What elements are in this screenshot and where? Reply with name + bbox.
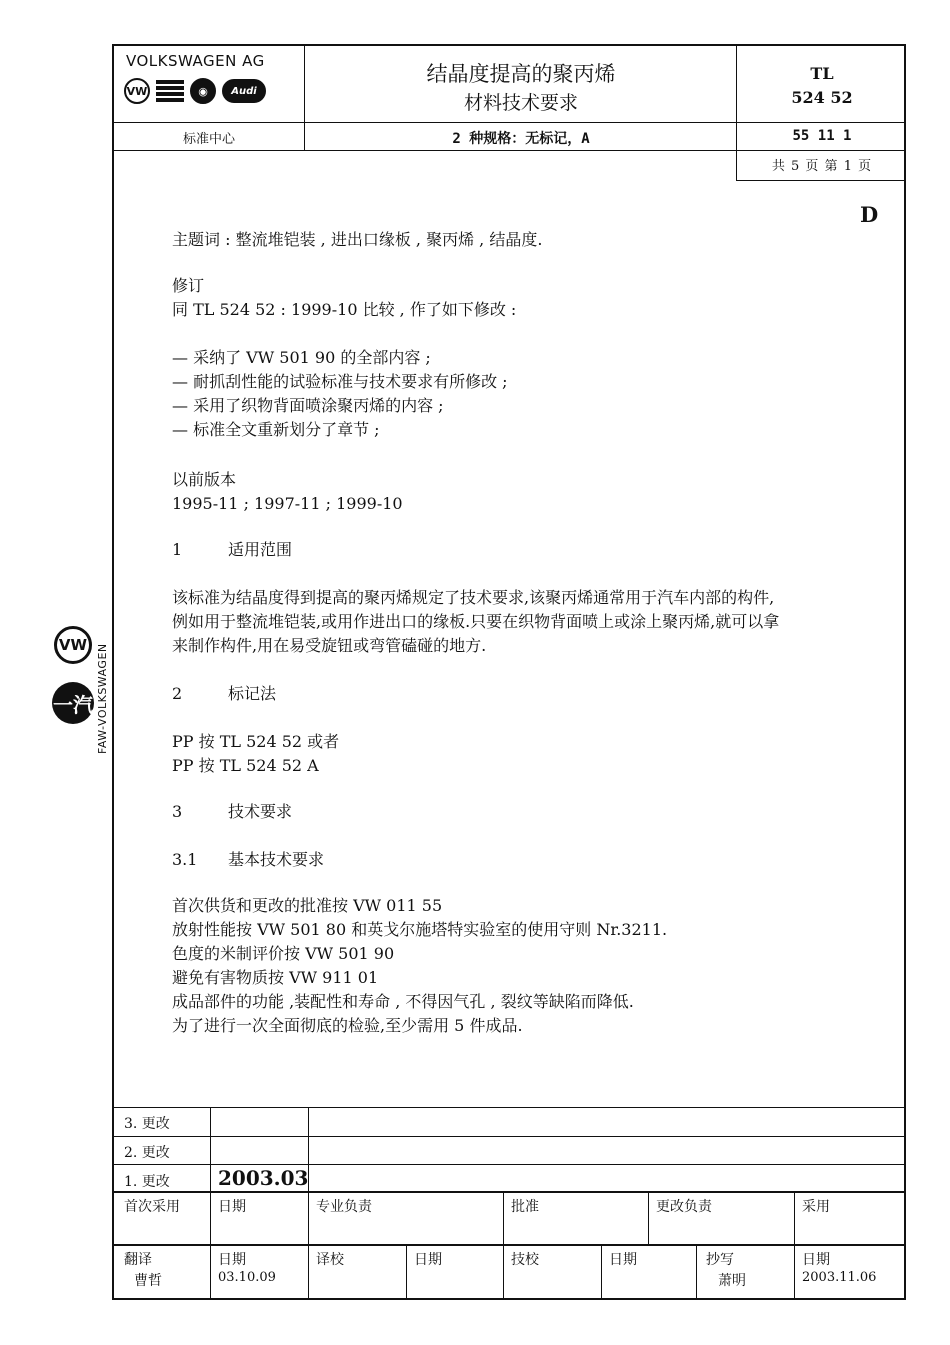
seat-logo-icon: [156, 80, 184, 102]
translation-date: 03.10.09: [218, 1270, 276, 1285]
section-3-number: 3: [172, 802, 183, 821]
tech-check-label: 技校: [511, 1252, 539, 1268]
date-label: 日期: [218, 1199, 246, 1215]
change-item: — 耐抓刮性能的试验标准与技术要求有所修改 ;: [172, 372, 508, 391]
page-info: 共 5 页 第 1 页: [771, 159, 873, 174]
vw-logo-icon: VW: [124, 78, 150, 104]
revision-heading: 修订: [172, 276, 205, 295]
scope-line: 例如用于整流堆铠装,或用作进出口的缘板.只要在织物背面喷上或涂上聚丙烯,就可以拿: [172, 612, 780, 631]
requirement-line: 成品部件的功能 ,装配性和寿命 , 不得因气孔 , 裂纹等缺陷而降低.: [172, 992, 634, 1011]
tl-number: 524 52: [791, 88, 853, 107]
translation-date-label: 日期: [218, 1252, 246, 1268]
marking-line: PP 按 TL 524 52 或者: [172, 732, 340, 751]
audi-logo-icon: Audi: [222, 79, 266, 103]
requirement-line: 放射性能按 VW 501 80 和英戈尔施塔特实验室的使用守则 Nr.3211.: [172, 920, 668, 939]
change-1-label: 1. 更改: [124, 1174, 170, 1190]
scope-line: 来制作构件,用在易受旋钮或弯管磕碰的地方.: [172, 636, 487, 655]
change-3-label: 3. 更改: [124, 1116, 170, 1132]
document-frame: [112, 44, 906, 1300]
adopt-label: 采用: [802, 1199, 830, 1215]
section-3-title: 技术要求: [228, 802, 293, 821]
change-item: — 采纳了 VW 501 90 的全部内容 ;: [172, 348, 431, 367]
requirement-line: 避免有害物质按 VW 911 01: [172, 968, 379, 987]
requirement-line: 色度的米制评价按 VW 501 90: [172, 944, 395, 963]
final-date-label: 日期: [802, 1252, 830, 1268]
requirement-line: 首次供货和更改的批准按 VW 011 55: [172, 896, 443, 915]
company-name: VOLKSWAGEN AG: [126, 52, 265, 70]
department: 标准中心: [182, 132, 235, 147]
skoda-logo-icon: ◉: [190, 78, 216, 104]
first-adoption-label: 首次采用: [124, 1199, 180, 1215]
change-item: — 标准全文重新划分了章节 ;: [172, 420, 380, 439]
specialist-label: 专业负责: [316, 1199, 372, 1215]
translator-name: 曹哲: [134, 1273, 162, 1289]
spec-types: 2 种规格：无标记，A: [452, 131, 590, 147]
change-1-date: 2003.03: [218, 1166, 309, 1190]
copy-label: 抄写: [706, 1252, 734, 1268]
tl-label: TL: [810, 64, 834, 83]
section-2-title: 标记法: [228, 684, 277, 703]
class-number: 55 11 1: [792, 128, 852, 144]
scope-line: 该标准为结晶度得到提高的聚丙烯规定了技术要求,该聚丙烯通常用于汽车内部的构件,: [172, 588, 775, 607]
sidebar-brand-text: FAW-VOLKSWAGEN: [96, 643, 109, 754]
revision-letter: D: [860, 202, 879, 227]
marking-line: PP 按 TL 524 52 A: [172, 756, 319, 775]
doc-subtitle: 材料技术要求: [463, 92, 578, 114]
proofread-date-label: 日期: [414, 1252, 442, 1268]
keywords: 主题词 : 整流堆铠装 , 进出口缘板 , 聚丙烯 , 结晶度.: [172, 230, 543, 249]
copyist-name: 萧明: [718, 1273, 746, 1289]
approval-label: 批准: [511, 1199, 539, 1215]
faw-vw-sidebar: [52, 626, 112, 756]
faw-logo-icon: 一汽: [52, 682, 94, 724]
doc-title: 结晶度提高的聚丙烯: [426, 62, 616, 86]
revision-intro: 同 TL 524 52 : 1999-10 比较 , 作了如下修改 :: [172, 300, 517, 319]
final-date: 2003.11.06: [802, 1270, 877, 1285]
change-2-label: 2. 更改: [124, 1145, 170, 1161]
previous-heading: 以前版本: [172, 470, 237, 489]
tech-date-label: 日期: [609, 1252, 637, 1268]
section-1-number: 1: [172, 540, 183, 559]
change-item: — 采用了织物背面喷涂聚丙烯的内容 ;: [172, 396, 444, 415]
change-responsible-label: 更改负责: [656, 1199, 712, 1215]
translation-label: 翻译: [124, 1252, 152, 1268]
requirement-line: 为了进行一次全面彻底的检验,至少需用 5 件成品.: [172, 1016, 523, 1035]
proofread-label: 译校: [316, 1252, 344, 1268]
vw-logo-icon: VW: [54, 626, 92, 664]
previous-editions: 1995-11 ; 1997-11 ; 1999-10: [172, 494, 403, 513]
brand-logos: [124, 78, 266, 104]
section-2-number: 2: [172, 684, 183, 703]
section-1-title: 适用范围: [228, 540, 293, 559]
section-31-number: 3.1: [172, 850, 198, 869]
section-31-title: 基本技术要求: [228, 850, 325, 869]
